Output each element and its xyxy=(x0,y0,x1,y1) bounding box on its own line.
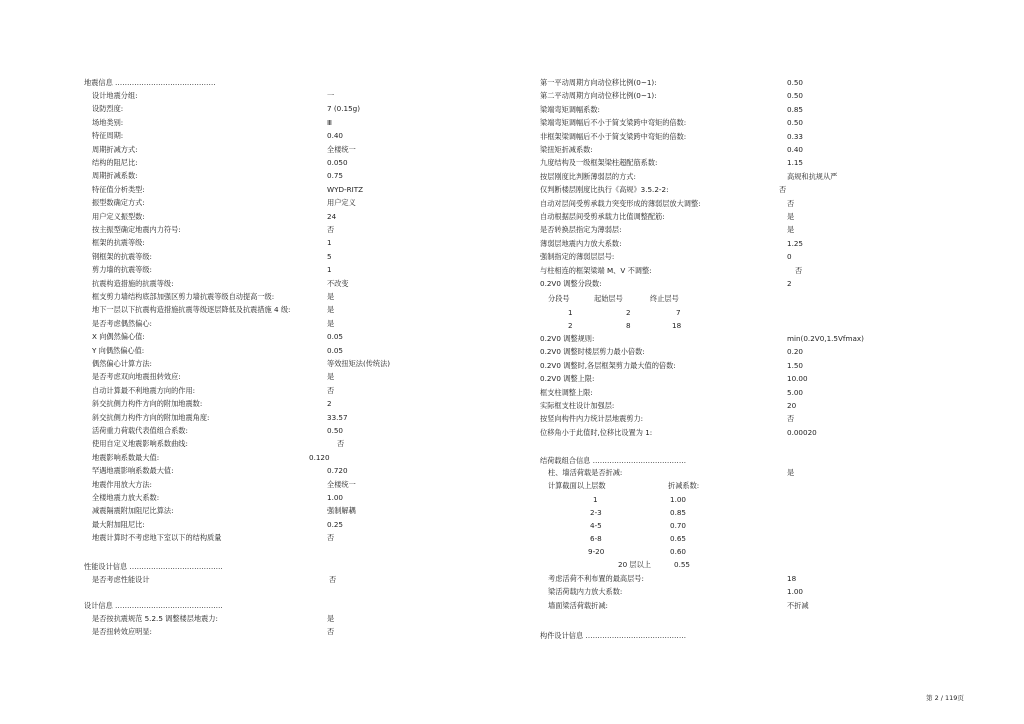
parameter-row xyxy=(92,493,412,503)
parameter-row xyxy=(540,132,870,142)
parameter-row xyxy=(540,401,870,411)
parameter-value: 1 xyxy=(327,238,332,248)
parameter-label: 斜交抗侧力构件方向的附加地震角度: xyxy=(92,412,210,422)
v02-cell: 2 xyxy=(626,308,631,317)
parameter-label: 罕遇地震影响系数最大值: xyxy=(92,466,174,476)
parameter-value: 0.050 xyxy=(327,158,348,167)
parameter-label: Y 向偶然偏心值: xyxy=(92,345,145,355)
parameter-label: 九度结构及一级框架梁柱超配筋系数: xyxy=(540,158,658,168)
parameter-value: 用户定义 xyxy=(327,198,356,208)
parameter-value: 0.50 xyxy=(787,91,804,101)
reduction-cell: 0.55 xyxy=(674,560,691,569)
parameter-label: 场地类别: xyxy=(92,117,124,127)
parameter-value: 5 xyxy=(327,251,332,261)
parameter-label: 自动计算最不利地震方向的作用: xyxy=(92,385,196,395)
parameter-label: 薄弱层地震内力放大系数: xyxy=(540,238,622,248)
parameter-row xyxy=(92,426,412,436)
parameter-value: Ⅲ xyxy=(327,117,332,127)
parameter-label: 第一平动周期方向动位移比例(0~1): xyxy=(540,78,657,87)
parameter-row xyxy=(92,131,412,141)
parameter-row xyxy=(92,533,412,543)
performance-parameter-list xyxy=(92,575,412,587)
parameter-value: 7 (0.15g) xyxy=(327,104,361,114)
parameter-label: 是否考虑偶然偏心: xyxy=(92,318,152,328)
parameter-row xyxy=(92,212,412,222)
parameter-row xyxy=(92,439,412,449)
parameter-value: 不折减 xyxy=(787,600,809,610)
parameter-value: 0.05 xyxy=(327,345,344,355)
parameter-label: 是否转换层指定为薄弱层: xyxy=(540,225,622,235)
v02-cell: 1 xyxy=(568,308,573,317)
parameter-value: 否 xyxy=(329,575,337,584)
parameter-label: 钢框架的抗震等级: xyxy=(92,251,152,261)
v02-segment-table xyxy=(548,294,748,330)
parameter-value: 1.00 xyxy=(787,587,804,597)
parameter-label: 周期折减系数: xyxy=(92,171,138,181)
parameter-row xyxy=(92,319,412,329)
reduction-cell: 0.60 xyxy=(670,547,687,556)
parameter-value: 不改变 xyxy=(327,278,349,288)
parameter-value: 一 xyxy=(327,91,335,100)
reduction-cell: 0.70 xyxy=(670,521,687,530)
parameter-value: 0.00020 xyxy=(787,427,817,437)
reduction-table xyxy=(548,481,748,573)
parameter-value: 全楼统一 xyxy=(327,144,356,154)
parameter-value: 0.20 xyxy=(787,347,804,357)
parameter-label: 0.2V0 调整时楼层剪力最小倍数: xyxy=(540,347,645,357)
parameter-row xyxy=(548,587,870,597)
parameter-value: min(0.2V0,1.5Vfmax) xyxy=(787,334,864,343)
parameter-label: 墙面梁活荷载折减: xyxy=(548,600,608,610)
parameter-row xyxy=(540,428,870,438)
parameter-value: 1.50 xyxy=(787,360,804,370)
parameter-value: 1 xyxy=(327,265,332,275)
section-title-performance: 性能设计信息 ………………………………… xyxy=(84,562,223,571)
parameter-row xyxy=(92,171,412,181)
parameter-row xyxy=(92,506,412,516)
parameter-value: 0.40 xyxy=(787,145,804,154)
parameter-label: 设计地震分组: xyxy=(92,91,138,100)
parameter-value: 24 xyxy=(327,211,337,221)
parameter-row xyxy=(540,199,870,209)
parameter-label: 全楼地震力放大系数: xyxy=(92,493,160,502)
parameter-row xyxy=(92,520,412,530)
parameter-label: 位移角小于此值时,位移比设置为 1: xyxy=(540,427,653,437)
design-parameter-list xyxy=(92,614,412,642)
parameter-row xyxy=(540,158,870,168)
parameter-label: 第二平动周期方向动位移比例(0~1): xyxy=(540,91,657,101)
parameter-value: 0.33 xyxy=(787,131,804,141)
parameter-label: 按主振型确定地震内力符号: xyxy=(92,225,181,234)
parameter-label: 减震隔震附加阻尼比算法: xyxy=(92,506,174,516)
parameter-value: 5.00 xyxy=(787,387,804,397)
parameter-label: 0.2V0 调整上限: xyxy=(540,374,595,384)
parameter-label: 梁端弯矩调幅后不小于简支梁跨中弯矩的倍数: xyxy=(540,118,687,128)
section-title-seismic: 地震信息 …………………………………… xyxy=(84,78,216,87)
parameter-row xyxy=(540,266,870,276)
parameter-row xyxy=(92,118,412,128)
parameter-row xyxy=(92,480,412,490)
parameter-label: 抗震构造措施的抗震等级: xyxy=(92,278,174,288)
parameter-value: 等效扭矩法(传统法) xyxy=(327,359,391,368)
parameter-label: 0.2V0 调整规则: xyxy=(540,334,595,343)
reduction-cell: 4-5 xyxy=(590,521,602,530)
parameter-label: 按层刚度比判断薄弱层的方式: xyxy=(540,171,636,181)
parameter-label: 强制指定的薄弱层层号: xyxy=(540,252,615,262)
parameter-row xyxy=(540,374,870,384)
parameter-value: 0.50 xyxy=(787,78,804,87)
parameter-row xyxy=(92,225,412,235)
parameter-row xyxy=(92,413,412,423)
parameter-row xyxy=(540,414,870,424)
parameter-row xyxy=(92,91,412,101)
parameter-value: 20 xyxy=(787,401,797,410)
parameter-value: 0.50 xyxy=(327,426,344,435)
parameter-value: 是 xyxy=(787,212,795,221)
parameter-row xyxy=(92,359,412,369)
parameter-value: 否 xyxy=(327,385,335,395)
parameter-label: 仅判断楼层刚度比执行《高规》3.5.2-2: xyxy=(540,185,669,195)
parameter-row xyxy=(540,91,870,101)
page-number: 第 2 / 119页 xyxy=(926,694,964,702)
v02-header-segment: 分段号 xyxy=(548,294,570,303)
v02-cell: 8 xyxy=(626,321,631,330)
parameter-row xyxy=(92,292,412,302)
parameter-row xyxy=(92,466,412,476)
parameter-row xyxy=(92,104,412,114)
parameter-label: 活荷重力荷载代表值组合系数: xyxy=(92,426,188,435)
parameter-label: 框支剪力墙结构底部加强区剪力墙抗震等级自动提高一级: xyxy=(92,292,275,301)
parameter-row xyxy=(540,185,870,195)
section-title-combo: 结荷载组合信息 ………………………………… xyxy=(540,456,687,465)
parameter-row xyxy=(92,198,412,208)
parameter-value: 否 xyxy=(779,185,787,195)
parameter-value: 否 xyxy=(327,225,335,234)
reduction-header-factor: 折减系数: xyxy=(668,481,700,490)
reduction-cell: 0.65 xyxy=(670,534,687,543)
parameter-value: 2 xyxy=(787,279,792,288)
parameter-row xyxy=(540,105,870,115)
parameter-row xyxy=(92,265,412,275)
parameter-row xyxy=(92,252,412,262)
parameter-row xyxy=(540,172,870,182)
parameter-row xyxy=(540,145,870,155)
parameter-row xyxy=(540,212,870,222)
parameter-label: X 向偶然偏心值: xyxy=(92,332,145,342)
seismic-parameter-list xyxy=(92,91,412,551)
v02-cell: 18 xyxy=(672,321,682,330)
parameter-value: 0 xyxy=(787,252,792,262)
parameter-row xyxy=(92,399,412,409)
parameter-row xyxy=(540,279,870,289)
section-title-design: 设计信息 ……………………………………… xyxy=(84,601,223,610)
parameter-row xyxy=(540,118,870,128)
reduction-cell: 1.00 xyxy=(670,495,687,504)
parameter-label: 是否考虑双向地震扭转效应: xyxy=(92,372,181,382)
parameter-label: 梁活荷载内力放大系数: xyxy=(548,587,623,597)
parameter-row xyxy=(540,252,870,262)
parameter-row xyxy=(92,614,412,624)
parameter-value: 0.50 xyxy=(787,118,804,128)
parameter-row xyxy=(540,361,870,371)
parameter-label: 地震作用放大方法: xyxy=(92,479,152,489)
parameter-label: 自动根据层间受剪承载力比值调整配筋: xyxy=(540,212,665,221)
parameter-value: 0.40 xyxy=(327,131,344,141)
live-load-parameter-list xyxy=(548,574,870,614)
parameter-value: 高规和抗规从严 xyxy=(787,171,838,181)
parameter-label: 框支柱调整上限: xyxy=(540,387,593,397)
reduction-cell: 1 xyxy=(593,495,598,504)
parameter-label: 框架的抗震等级: xyxy=(92,238,145,248)
parameter-row xyxy=(92,575,412,585)
parameter-value: 33.57 xyxy=(327,412,348,422)
parameter-value: WYD-RITZ xyxy=(327,184,364,194)
parameter-value: 否 xyxy=(337,439,345,449)
reduction-cell: 6-8 xyxy=(590,534,602,543)
parameter-label: 偶然偏心计算方法: xyxy=(92,359,152,368)
parameter-label: 柱、墙活荷载是否折减: xyxy=(548,468,623,477)
parameter-label: 0.2V0 调整时,各层框架剪力最大值的倍数: xyxy=(540,360,676,370)
reduction-cell: 0.85 xyxy=(670,508,687,517)
parameter-value: 0.25 xyxy=(327,519,344,529)
analysis-parameter-list xyxy=(540,78,870,293)
parameter-label: 自动对层间受剪承载力突变形成的薄弱层放大调整: xyxy=(540,198,701,208)
parameter-value: 2 xyxy=(327,399,332,409)
parameter-label: 是否考虑性能设计 xyxy=(92,575,150,584)
parameter-label: 按竖向构件内力统计层地震剪力: xyxy=(540,414,644,424)
parameter-value: 18 xyxy=(787,574,797,583)
parameter-value: 是 xyxy=(327,305,335,315)
parameter-row xyxy=(92,238,412,248)
parameter-value: 0.85 xyxy=(787,104,804,114)
v02-header-start: 起始层号 xyxy=(594,294,623,303)
parameter-value: 全楼统一 xyxy=(327,479,356,489)
parameter-label: 地震影响系数最大值: xyxy=(92,452,160,462)
parameter-value: 1.00 xyxy=(327,493,344,502)
adjustment-parameter-list xyxy=(540,334,870,442)
parameter-value: 强制解耦 xyxy=(327,506,356,516)
section-title-member: 构件设计信息 …………………………………… xyxy=(540,631,687,640)
parameter-label: 梁端弯矩调幅系数: xyxy=(540,104,600,114)
parameter-label: 结构的阻尼比: xyxy=(92,158,138,167)
parameter-value: 否 xyxy=(327,627,335,637)
parameter-label: 使用自定义地震影响系数曲线: xyxy=(92,439,188,449)
parameter-label: 剪力墙的抗震等级: xyxy=(92,265,152,275)
parameter-row xyxy=(540,347,870,357)
reduction-cell: 20 层以上 xyxy=(618,560,651,569)
parameter-label: 与柱相连的框架梁端 M、V 不调整: xyxy=(540,265,652,275)
parameter-label: 地下一层以下抗震构造措施抗震等级逐层降低及抗震措施 4 级: xyxy=(92,305,291,315)
parameter-row xyxy=(540,388,870,398)
parameter-row xyxy=(92,386,412,396)
parameter-row xyxy=(548,601,870,611)
parameter-value: 是 xyxy=(787,225,795,235)
parameter-value: 10.00 xyxy=(787,374,808,384)
parameter-label: 用户定义振型数: xyxy=(92,211,145,221)
parameter-label: 斜交抗侧力构件方向的附加地震数: xyxy=(92,399,203,409)
v02-cell: 2 xyxy=(568,321,573,330)
parameter-value: 1.25 xyxy=(787,238,804,248)
parameter-value: 0.75 xyxy=(327,171,344,181)
parameter-value: 1.15 xyxy=(787,158,804,168)
parameter-label: 0.2V0 调整分段数: xyxy=(540,279,602,288)
v02-header-end: 终止层号 xyxy=(650,294,679,303)
parameter-label: 设防烈度: xyxy=(92,104,124,114)
parameter-row xyxy=(540,225,870,235)
parameter-row xyxy=(548,468,870,478)
parameter-row xyxy=(92,453,412,463)
reduction-header-floors: 计算截面以上层数 xyxy=(548,481,606,490)
parameter-row xyxy=(92,185,412,195)
parameter-value: 否 xyxy=(787,414,795,424)
parameter-row xyxy=(92,346,412,356)
parameter-value: 否 xyxy=(795,265,803,275)
combo-parameter-list xyxy=(548,468,870,480)
parameter-row xyxy=(92,372,412,382)
parameter-label: 振型数确定方式: xyxy=(92,198,145,208)
parameter-row xyxy=(92,627,412,637)
parameter-row xyxy=(540,78,870,88)
reduction-cell: 2-3 xyxy=(590,508,602,517)
parameter-value: 是 xyxy=(327,372,335,382)
parameter-label: 特征周期: xyxy=(92,131,124,141)
parameter-value: 否 xyxy=(327,533,335,543)
parameter-row xyxy=(92,305,412,315)
parameter-row xyxy=(540,239,870,249)
parameter-label: 梁扭矩折减系数: xyxy=(540,145,593,154)
parameter-row xyxy=(92,279,412,289)
parameter-value: 是 xyxy=(327,292,335,301)
parameter-label: 实际框支柱设计加强层: xyxy=(540,401,615,410)
parameter-row xyxy=(548,574,870,584)
parameter-value: 0.05 xyxy=(327,332,344,342)
parameter-row xyxy=(92,158,412,168)
parameter-row xyxy=(92,332,412,342)
parameter-row xyxy=(540,334,870,344)
parameter-value: 是 xyxy=(327,614,335,623)
parameter-label: 考虑活荷不利布置的最高层号: xyxy=(548,574,644,583)
parameter-label: 是否扭转效应明显: xyxy=(92,627,152,637)
parameter-value: 否 xyxy=(787,198,795,208)
v02-cell: 7 xyxy=(676,308,681,317)
reduction-cell: 9-20 xyxy=(588,547,605,556)
parameter-value: 是 xyxy=(327,318,335,328)
parameter-label: 是否按抗震规范 5.2.5 调整楼层地震力: xyxy=(92,614,218,623)
parameter-label: 非框架梁调幅后不小于简支梁跨中弯矩的倍数: xyxy=(540,131,687,141)
parameter-label: 周期折减方式: xyxy=(92,144,138,154)
parameter-value: 0.120 xyxy=(309,452,330,462)
parameter-value: 是 xyxy=(787,468,795,477)
parameter-label: 特征值分析类型: xyxy=(92,184,145,194)
parameter-value: 0.720 xyxy=(327,466,348,476)
parameter-label: 地震计算时不考虑地下室以下的结构质量 xyxy=(92,533,222,543)
parameter-row xyxy=(92,145,412,155)
parameter-label: 最大附加阻尼比: xyxy=(92,519,145,529)
